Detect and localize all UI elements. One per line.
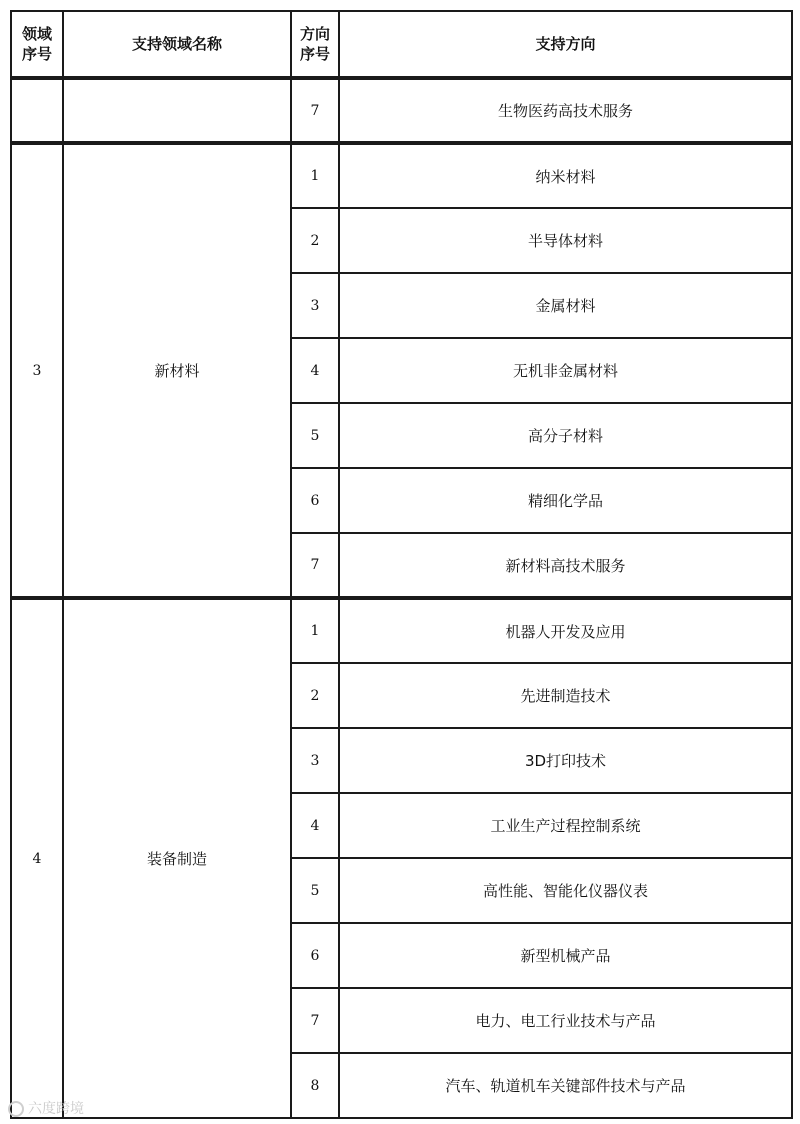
direction-no-cell: 5 — [291, 858, 339, 923]
direction-cell: 高性能、智能化仪器仪表 — [339, 858, 792, 923]
direction-cell: 金属材料 — [339, 273, 792, 338]
header-row — [11, 11, 792, 78]
direction-cell: 机器人开发及应用 — [339, 598, 792, 663]
direction-no-cell: 2 — [291, 208, 339, 273]
direction-cell: 工业生产过程控制系统 — [339, 793, 792, 858]
field-no-cell: 4 — [11, 598, 63, 1118]
direction-cell: 汽车、轨道机车关键部件技术与产品 — [339, 1053, 792, 1118]
direction-no-cell: 4 — [291, 338, 339, 403]
field-name-cell: 装备制造 — [63, 598, 291, 1118]
support-table — [10, 10, 793, 1119]
field-name-cell — [63, 78, 291, 143]
direction-cell: 先进制造技术 — [339, 663, 792, 728]
table-row — [11, 78, 792, 143]
direction-no-cell: 3 — [291, 728, 339, 793]
direction-no-cell: 1 — [291, 598, 339, 663]
header-direction-no: 方向序号 — [291, 11, 339, 78]
watermark-logo-icon — [8, 1101, 24, 1117]
direction-no-cell: 8 — [291, 1053, 339, 1118]
direction-no-cell: 4 — [291, 793, 339, 858]
header-field-name: 支持领域名称 — [63, 11, 291, 78]
direction-cell: 无机非金属材料 — [339, 338, 792, 403]
direction-cell: 3D打印技术 — [339, 728, 792, 793]
direction-cell: 生物医药高技术服务 — [339, 78, 792, 143]
field-no-cell — [11, 78, 63, 143]
direction-no-cell: 1 — [291, 143, 339, 208]
field-no-cell: 3 — [11, 143, 63, 598]
field-name-cell: 新材料 — [63, 143, 291, 598]
direction-no-cell: 6 — [291, 923, 339, 988]
direction-no-cell: 7 — [291, 533, 339, 598]
direction-cell: 新材料高技术服务 — [339, 533, 792, 598]
table-row — [11, 598, 792, 663]
direction-no-cell: 7 — [291, 988, 339, 1053]
direction-cell: 高分子材料 — [339, 403, 792, 468]
direction-no-cell: 2 — [291, 663, 339, 728]
watermark — [8, 1098, 84, 1118]
direction-no-cell: 5 — [291, 403, 339, 468]
direction-cell: 电力、电工行业技术与产品 — [339, 988, 792, 1053]
direction-cell: 半导体材料 — [339, 208, 792, 273]
direction-cell: 纳米材料 — [339, 143, 792, 208]
direction-cell: 新型机械产品 — [339, 923, 792, 988]
direction-no-cell: 6 — [291, 468, 339, 533]
direction-no-cell: 7 — [291, 78, 339, 143]
direction-cell: 精细化学品 — [339, 468, 792, 533]
header-field-no: 领域序号 — [11, 11, 63, 78]
direction-no-cell: 3 — [291, 273, 339, 338]
table-row — [11, 143, 792, 208]
header-direction: 支持方向 — [339, 11, 792, 78]
watermark-text: 六度跨境 — [28, 1101, 84, 1117]
